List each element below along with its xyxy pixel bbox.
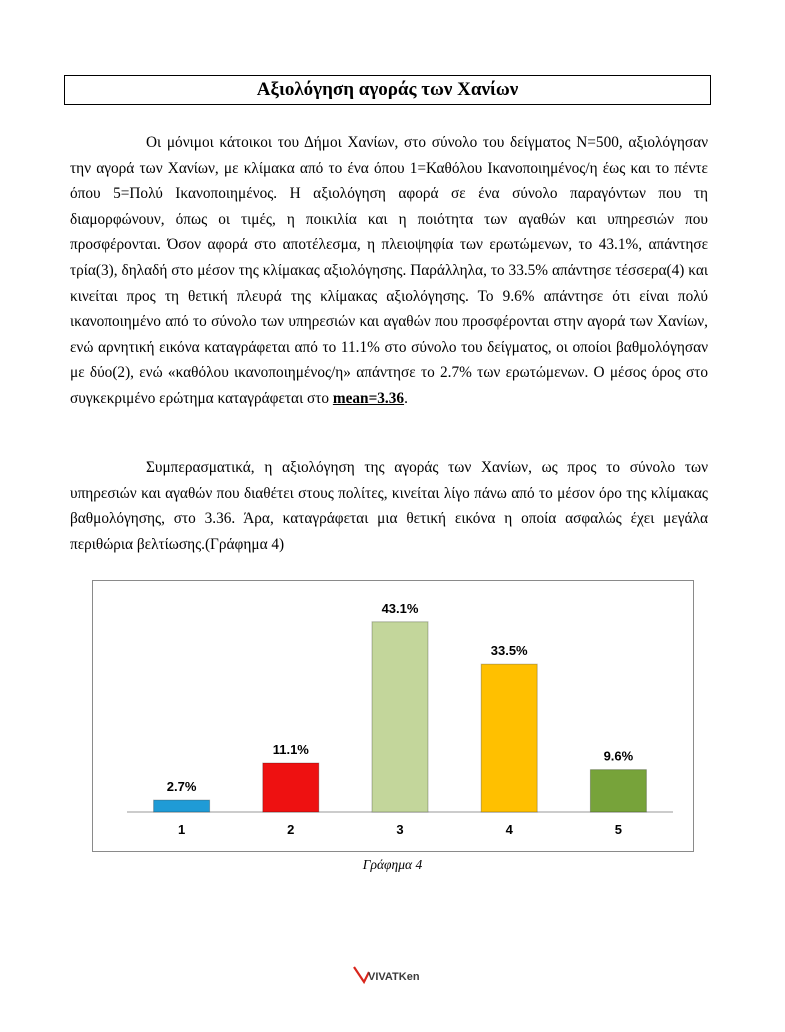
data-label-5: 9.6% <box>603 748 634 764</box>
mean-value: mean=3.36 <box>332 389 405 407</box>
data-label-1: 2.7% <box>166 779 197 795</box>
logo-mark <box>352 963 442 985</box>
bar-4 <box>481 664 537 812</box>
bar-2 <box>263 763 319 812</box>
x-tick-label-1: 1 <box>177 822 186 837</box>
x-tick-label-4: 4 <box>505 822 513 837</box>
bar-5 <box>590 770 646 812</box>
x-tick-label-5: 5 <box>614 822 623 837</box>
x-tick-label-2: 2 <box>287 822 295 837</box>
chart-svg <box>93 581 695 853</box>
bar-3 <box>372 622 428 812</box>
paragraph-1-text: Οι μόνιμοι κάτοικοι του Δήμοι Χανίων, στο σύνολο του δείγματος Ν=500, αξιολόγησαν την αγορά των Χανίων, με κλίμακα από το ένα όπου 1=Καθόλου Ικανοποιημένος/η έως και το πέντε όπου 5=Πολύ Ικανοποιημένος. Η αξιολόγηση αφορά σε ένα σύνολο παραγόντων που τη διαμορφώνουν, όπως οι τιμές, η ποικιλία και η ποιότητα των αγαθών και υπηρεσιών που προσφέρονται. Όσον αφορά στο αποτέλεσμα, η πλειοψηφία των ερωτώμενων, το 43.1%, απάντησε τρία(3), δηλαδή στο μέσον της κλίμακας αξιολόγησης. Παράλληλα, το 33.5% απάντησε τέσσερα(4) και κινείται προς τη θετική πλευρά της κλίμακας αξιολόγησης. Το 9.6% απάντησε ότι είναι πολύ ικανοποιημένο από το σύνολο των υπηρεσιών και αγαθών που προσφέρονται στην αγορά των Χανίων, ενώ αρνητική εικόνα καταγράφεται από το 11.1% στο σύνολο του δείγματος, οι οποίοι βαθμολόγησαν με δύο(2), ενώ «καθόλου ικανοποιημένος/η» απάντησε το 2.7% των ερωτώμενων. Ο μέσος όρος στο συγκεκριμένο ερώτημα καταγράφεται στο <box>70 134 708 407</box>
data-label-4: 33.5% <box>490 643 528 659</box>
vivat-logo <box>352 963 442 985</box>
paragraph-1-end: . <box>404 389 408 407</box>
paragraph-1 <box>70 130 708 412</box>
page-title: Αξιολόγηση αγοράς των Χανίων <box>256 79 519 100</box>
bar-chart <box>92 580 694 852</box>
chart-caption: Γράφημα 4 <box>362 857 423 872</box>
logo-text: VIVATKen <box>368 971 420 983</box>
data-label-2: 11.1% <box>272 742 309 758</box>
logo-v-stroke <box>354 967 369 982</box>
x-tick-label-3: 3 <box>396 822 404 837</box>
data-label-3: 43.1% <box>381 600 419 616</box>
title-box <box>64 75 711 105</box>
bar-1 <box>154 800 210 812</box>
paragraph-2: Συμπερασματικά, η αξιολόγηση της αγοράς των Χανίων, ως προς το σύνολο των υπηρεσιών και αγαθών που διαθέτει στους πολίτες, κινείται λίγο πάνω από το μέσον όρο της κλίμακας βαθμολόγησης, στο 3.36. Άρα, καταγράφεται μια θετική εικόνα η οποία ασφαλώς έχει μεγάλα περιθώρια βελτίωσης.(Γράφημα 4) <box>70 459 708 553</box>
